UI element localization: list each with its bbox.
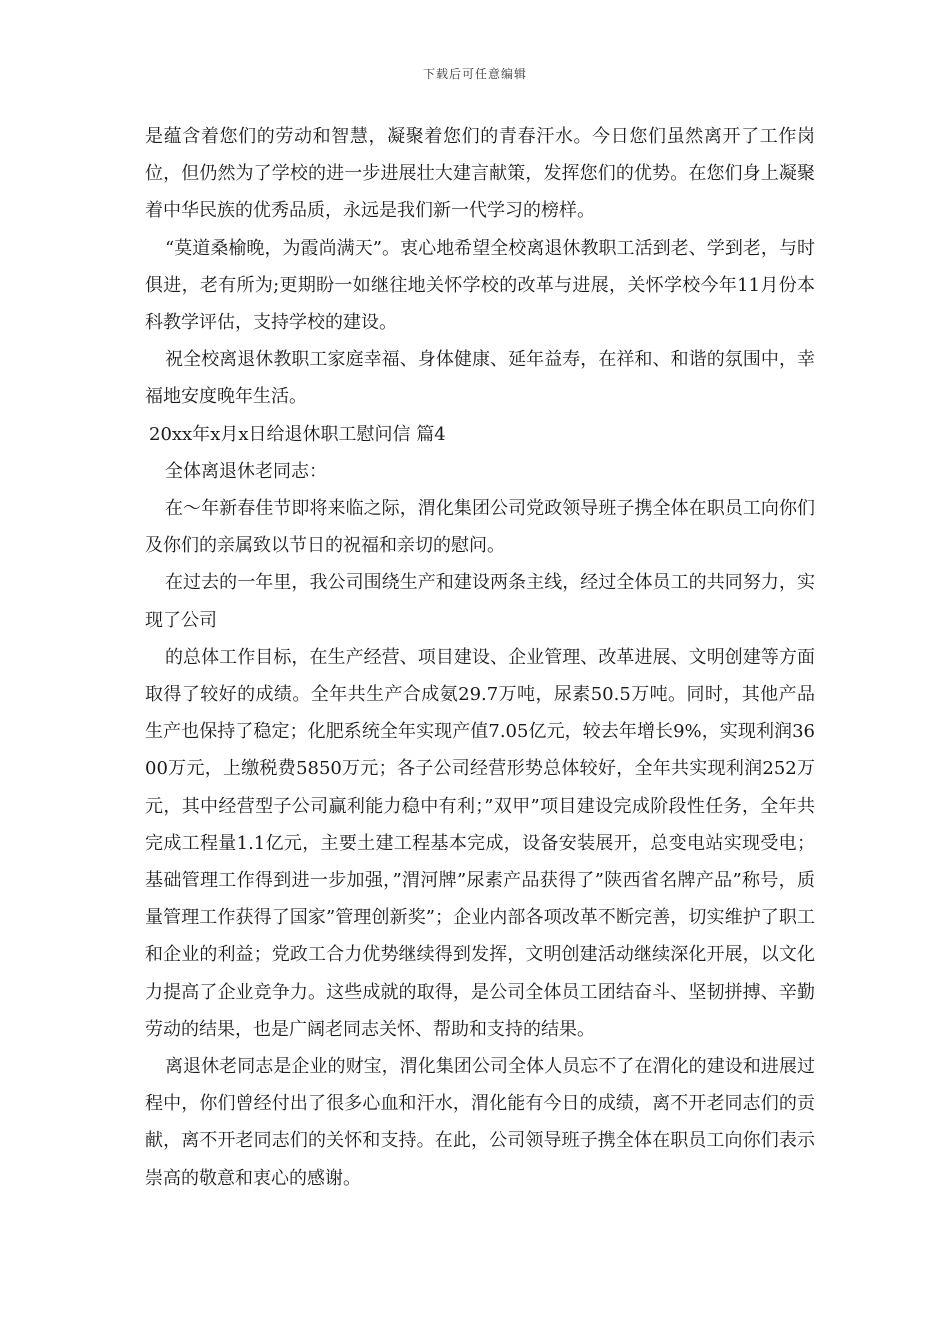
document-body — [145, 118, 815, 1197]
paragraph-4: 在～年新春佳节即将来临之际，渭化集团公司党政领导班子携全体在职员工向你们及你们的亲属致以节日的祝福和亲切的慰问。 — [145, 498, 815, 557]
salutation: 全体离退休老同志： — [165, 460, 327, 482]
page-header-note: 下载后可任意编辑 — [422, 67, 527, 81]
section-heading: 20xx年x月x日给退休职工慰问信 篇4 — [149, 423, 446, 445]
paragraph-1: 是蕴含着您们的劳动和智慧，凝聚着您们的青春汗水。今日您们虽然离开了工作岗位，但仍然为了学校的进一步进展壮大建言献策，发挥您们的优势。在您们身上凝聚着中华民族的优秀品质，永远是我们新一代学习的榜样。 — [145, 126, 815, 222]
paragraph-2: “莫道桑榆晚，为霞尚满天”。衷心地希望全校离退休教职工活到老、学到老，与时俱进，老有所为;更期盼一如继往地关怀学校的改革与进展，关怀学校今年11月份本科教学评估，支持学校的建设。 — [145, 237, 815, 334]
paragraph-6: 的总体工作目标，在生产经营、项目建设、企业管理、改革进展、文明创建等方面取得了较好的成绩。全年共生产合成氨29.7万吨，尿素50.5万吨。同时，其他产品生产也保持了稳定；化肥系统全年实现产值7.05亿元，较去年增长9%，实现利润3600万元，上缴税费5850万元；各子公司经营形势总体较好，全年共实现利润252万元，其中经营型子公司赢利能力稳中有利；”双甲”项目建设完成阶段性任务，全年共完成工程量1.1亿元，主要土建工程基本完成，设备安装展开，总变电站实现受电；基础管理工作得到进一步加强，”渭河牌”尿素产品获得了”陕西省名牌产品”称号，质量管理工作获得了国家”管理创新奖”；企业内部各项改革不断完善，切实维护了职工和企业的利益；党政工合力优势继续得到发挥，文明创建活动继续深化开展，以文化力提高了企业竞争力。这些成就的取得，是公司全体员工团结奋斗、坚韧拼搏、辛勤劳动的结果，也是广阔老同志关怀、帮助和支持的结果。 — [145, 646, 815, 1040]
paragraph-7: 离退休老同志是企业的财宝，渭化集团公司全体人员忘不了在渭化的建设和进展过程中，你们曾经付出了很多心血和汗水，渭化能有今日的成绩，离不开老同志们的贡献，离不开老同志们的关怀和支持。在此，公司领导班子携全体在职员工向你们表示崇高的敬意和衷心的感谢。 — [145, 1056, 815, 1189]
paragraph-5: 在过去的一年里，我公司围绕生产和建设两条主线，经过全体员工的共同努力，实现了公司 — [145, 572, 815, 631]
paragraph-3: 祝全校离退休教职工家庭幸福、身体健康、延年益寿，在祥和、和谐的氛围中，幸福地安度晚年生活。 — [145, 349, 815, 408]
